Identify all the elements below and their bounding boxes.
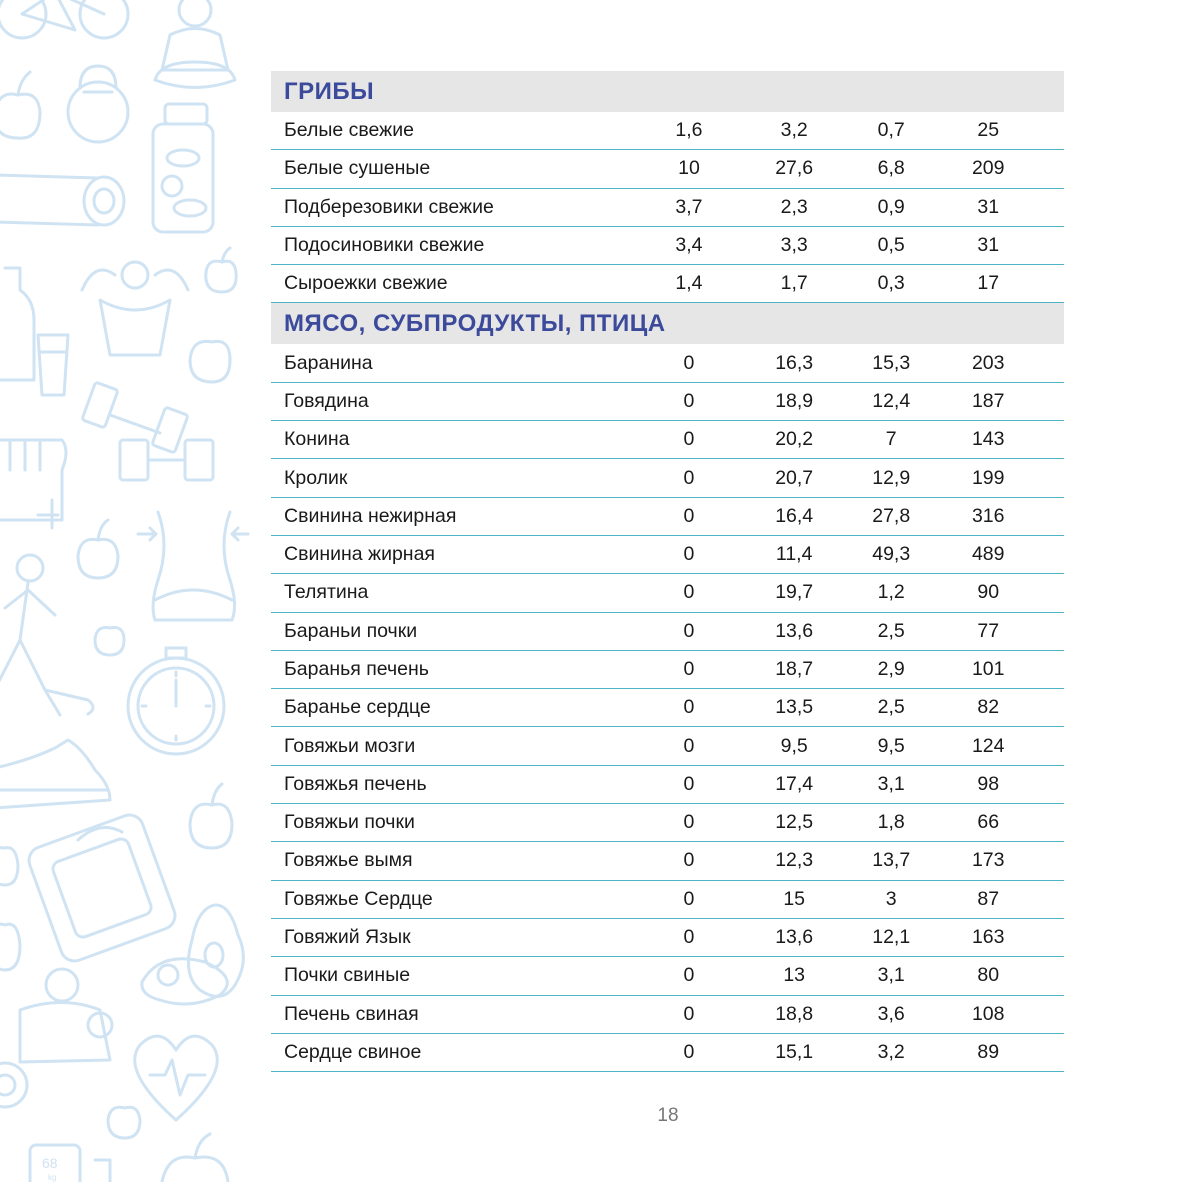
value-4: 80 (977, 964, 1000, 987)
value-1: 0 (683, 658, 695, 680)
value-2: 20,2 (775, 428, 814, 451)
value-1: 0 (683, 811, 695, 834)
value-1: 0 (683, 1040, 695, 1063)
section-rows (271, 344, 1064, 1072)
value-3: 1,8 (877, 811, 905, 834)
table-row (271, 459, 1064, 497)
value-2: 12,3 (775, 849, 814, 872)
value-4: 31 (977, 234, 1000, 257)
stopwatch-icon (128, 648, 224, 754)
table-row (271, 574, 1064, 612)
value-2: 15 (783, 887, 806, 910)
section-header: МЯСО, СУБПРОДУКТЫ, ПТИЦА (271, 303, 1064, 344)
value-4: 25 (977, 119, 1000, 142)
value-1: 0 (683, 428, 695, 451)
value-3: 3,2 (877, 1040, 905, 1063)
food-name: Говяжье Сердце (284, 887, 433, 910)
food-name: Свинина жирная (284, 543, 435, 566)
table-row (271, 842, 1064, 880)
value-2: 16,3 (775, 351, 814, 374)
value-3: 12,4 (872, 389, 911, 412)
scale-reading: 68 (42, 1155, 58, 1171)
value-1: 0 (683, 964, 695, 987)
value-1: 0 (683, 351, 695, 374)
food-name: Баранья печень (284, 658, 429, 680)
food-name: Баранье сердце (284, 696, 431, 719)
value-2: 15,1 (775, 1040, 814, 1063)
runner-icon (0, 555, 93, 715)
weightlifter-icon (20, 969, 112, 1062)
table-row (271, 227, 1064, 265)
bicycle-icon (0, 0, 128, 38)
value-4: 87 (977, 887, 1000, 910)
value-3: 12,1 (872, 926, 911, 949)
food-name: Белые свежие (284, 119, 414, 142)
section-rows (271, 112, 1064, 303)
value-1: 0 (683, 619, 695, 642)
value-3: 2,5 (877, 619, 905, 642)
table-row (271, 421, 1064, 459)
water-bottle-icon (0, 268, 34, 380)
value-3: 3,1 (877, 964, 905, 987)
value-2: 11,4 (775, 543, 813, 566)
value-3: 9,5 (877, 734, 905, 757)
value-2: 19,7 (775, 581, 814, 604)
table-row (271, 957, 1064, 995)
value-3: 0,5 (877, 234, 905, 257)
bodybuilder-icon (82, 262, 188, 355)
value-1: 1,6 (675, 119, 703, 142)
value-2: 20,7 (775, 466, 814, 489)
value-2: 17,4 (775, 772, 814, 795)
dumbbell-icon (120, 440, 213, 480)
value-2: 3,2 (780, 119, 808, 142)
apple-icon (78, 520, 118, 578)
pill-bottle-icon (153, 104, 213, 232)
food-name: Конина (284, 428, 350, 451)
value-2: 18,9 (775, 389, 814, 412)
food-name: Белые сушеные (284, 157, 431, 180)
value-3: 49,3 (872, 543, 911, 566)
table-row (271, 265, 1064, 303)
avocado-half-icon (142, 959, 227, 1004)
value-4: 187 (971, 389, 1005, 412)
apple-icon (95, 628, 124, 656)
value-2: 27,6 (775, 157, 814, 180)
sneaker-icon (0, 740, 110, 808)
value-4: 108 (971, 1002, 1005, 1025)
value-3: 12,9 (872, 466, 911, 489)
table-row (271, 536, 1064, 574)
value-3: 0,9 (877, 195, 905, 218)
table-row (271, 689, 1064, 727)
value-2: 18,8 (775, 1002, 814, 1025)
value-4: 209 (971, 157, 1005, 180)
value-3: 6,8 (877, 157, 905, 180)
section-mushrooms (271, 71, 1064, 303)
value-1: 0 (683, 581, 695, 604)
table-row (271, 189, 1064, 227)
value-3: 2,5 (877, 696, 905, 719)
value-4: 31 (977, 195, 1000, 218)
table-row (271, 498, 1064, 536)
scale-unit: kg (48, 1173, 57, 1182)
value-1: 0 (683, 849, 695, 872)
kettlebell-icon (68, 66, 128, 142)
food-name: Телятина (284, 581, 369, 604)
food-name: Сыроежки свежие (284, 272, 448, 295)
value-1: 0 (683, 926, 695, 949)
table-row (271, 112, 1064, 150)
decorative-fitness-pattern (0, 0, 250, 1182)
avocado-icon (188, 905, 243, 996)
value-1: 0 (683, 1002, 695, 1025)
value-1: 0 (683, 466, 695, 489)
value-4: 101 (971, 658, 1005, 680)
value-2: 9,5 (780, 734, 808, 757)
value-2: 13,6 (775, 926, 814, 949)
section-meat (271, 303, 1064, 1072)
value-3: 3,6 (877, 1002, 905, 1025)
value-4: 17 (977, 272, 1000, 295)
value-3: 1,2 (877, 581, 905, 604)
value-1: 0 (683, 504, 695, 527)
value-2: 13,5 (775, 696, 814, 719)
value-4: 316 (971, 504, 1005, 527)
value-4: 66 (977, 811, 1000, 834)
value-1: 10 (678, 157, 700, 180)
value-1: 0 (683, 543, 695, 566)
value-1: 3,7 (675, 195, 703, 218)
apple-icon (206, 248, 236, 292)
apple-icon (190, 784, 232, 848)
value-1: 1,4 (675, 272, 703, 295)
section-header: ГРИБЫ (271, 71, 1064, 112)
value-2: 3,3 (780, 234, 808, 257)
value-4: 143 (971, 428, 1005, 451)
table-row (271, 996, 1064, 1034)
apple-icon (190, 341, 230, 382)
value-3: 3,1 (877, 772, 905, 795)
table-row (271, 150, 1064, 188)
value-2: 13,6 (775, 619, 814, 642)
waist-measure-icon (138, 512, 248, 620)
value-2: 2,3 (780, 195, 808, 218)
food-name: Подберезовики свежие (284, 195, 494, 218)
food-name: Говяжье вымя (284, 849, 413, 872)
food-name: Бараньи почки (284, 619, 418, 642)
value-1: 0 (683, 696, 695, 719)
value-2: 18,7 (775, 658, 814, 680)
value-3: 2,9 (877, 658, 905, 680)
dumbbell-icon (82, 382, 188, 453)
value-3: 27,8 (872, 504, 911, 527)
apple-icon (0, 72, 40, 138)
value-4: 203 (971, 351, 1005, 374)
yoga-mat-icon (0, 175, 124, 225)
value-3: 3 (885, 887, 897, 910)
table-row (271, 804, 1064, 842)
value-1: 0 (683, 887, 695, 910)
value-1: 0 (683, 389, 695, 412)
apple-icon (0, 848, 18, 885)
food-name: Свинина нежирная (284, 504, 457, 527)
glove-icon (0, 440, 66, 528)
value-1: 0 (683, 734, 695, 757)
food-name: Говяжьи мозги (284, 734, 416, 757)
food-name: Почки свиные (284, 964, 411, 987)
value-2: 1,7 (780, 272, 808, 295)
value-4: 199 (971, 466, 1005, 489)
food-name: Говяжий Язык (284, 926, 411, 949)
table-row (271, 344, 1064, 382)
scale-icon (25, 811, 179, 965)
value-2: 13 (783, 964, 806, 987)
table-row (271, 766, 1064, 804)
food-name: Сердце свиное (284, 1040, 422, 1063)
apple-icon (162, 1134, 228, 1182)
table-row (271, 727, 1064, 765)
glass-icon (38, 335, 68, 395)
value-4: 489 (971, 543, 1005, 566)
value-2: 12,5 (775, 811, 814, 834)
table-row (271, 919, 1064, 957)
value-1: 0 (683, 772, 695, 795)
weight-plate-icon (0, 1063, 27, 1107)
food-name: Говядина (284, 389, 369, 412)
apple-icon (0, 924, 20, 970)
value-4: 90 (977, 581, 1000, 604)
food-name: Подосиновики свежие (284, 234, 485, 257)
page-number: 18 (657, 1105, 679, 1126)
value-1: 3,4 (675, 234, 703, 257)
value-3: 0,7 (877, 119, 905, 142)
meditation-person-icon (155, 0, 235, 88)
value-4: 89 (977, 1040, 1000, 1063)
value-4: 98 (977, 772, 1000, 795)
table-row (271, 383, 1064, 421)
table-row (271, 1034, 1064, 1072)
value-3: 15,3 (872, 351, 911, 374)
food-name: Говяжья печень (284, 772, 427, 795)
value-4: 82 (977, 696, 1000, 719)
value-4: 163 (971, 926, 1005, 949)
table-row (271, 881, 1064, 919)
value-3: 0,3 (877, 272, 905, 295)
bathroom-scale-icon (30, 1145, 110, 1182)
table-row (271, 613, 1064, 651)
value-2: 16,4 (775, 504, 814, 527)
food-name: Баранина (284, 351, 373, 374)
value-3: 13,7 (872, 849, 911, 872)
food-name: Печень свиная (284, 1002, 419, 1025)
food-name: Кролик (284, 466, 348, 489)
value-4: 173 (971, 849, 1005, 872)
value-4: 77 (977, 619, 1000, 642)
food-name: Говяжьи почки (284, 811, 415, 834)
value-4: 124 (971, 734, 1005, 757)
nutrition-table (271, 71, 1064, 1072)
table-row (271, 651, 1064, 689)
value-3: 7 (885, 428, 897, 451)
